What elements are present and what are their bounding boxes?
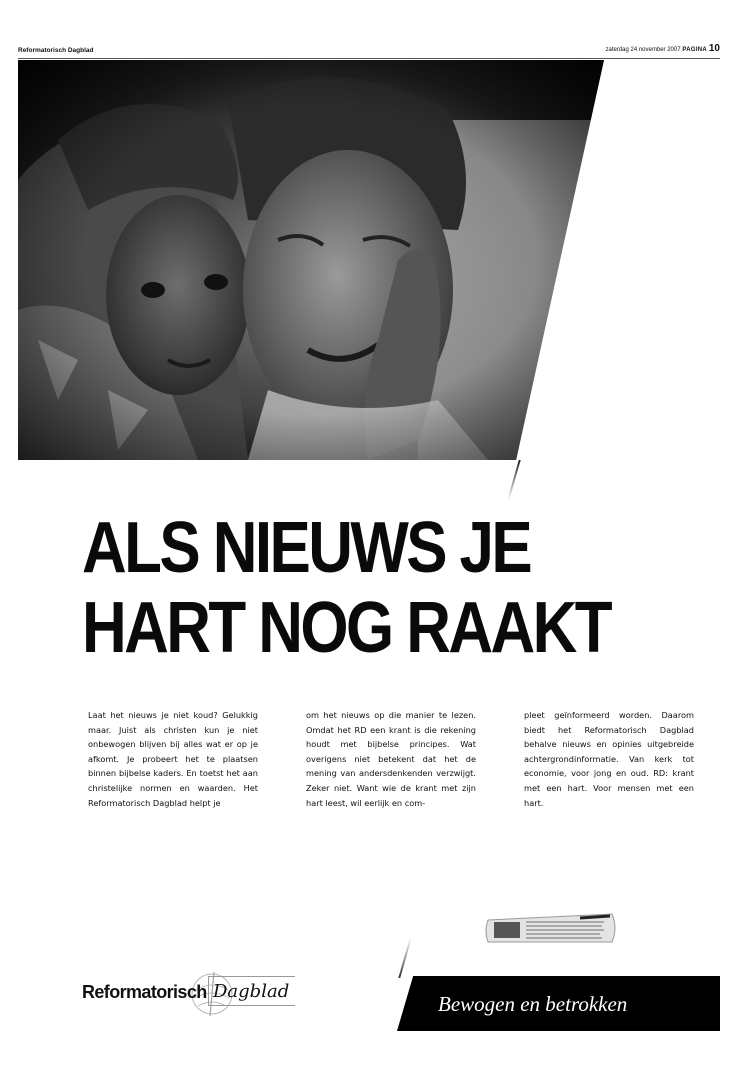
body-column-1: Laat het nieuws je niet koud? Gelukkig maar. Juist als christen kun je niet onbewogen blijven bij alles wat er op je afkomt. Je probeert het te plaatsen binnen bijbelse kaders. En toetst het aan christelijke normen en waarden. Het Reformatorisch Dagblad helpt je xyxy=(88,710,258,808)
headline xyxy=(82,508,615,668)
decorative-slash-bottom xyxy=(398,938,411,978)
page-header xyxy=(18,43,720,59)
decorative-slash xyxy=(507,460,520,500)
page-label: PAGINA xyxy=(682,47,708,53)
photo-two-women-embracing xyxy=(18,60,604,460)
issue-date: zaterdag 24 november 2007 xyxy=(605,47,681,53)
page-number: 10 xyxy=(708,43,720,54)
page-info xyxy=(605,44,720,55)
publication-name: Reformatorisch Dagblad xyxy=(18,47,94,54)
logo-text-reformatorisch: Reformatorisch xyxy=(82,982,207,1002)
brand-logo xyxy=(82,970,312,1020)
body-column-3: pleet geïnformeerd worden. Daarom biedt het Reformatorisch Dagblad behalve nieuws en opinies uitgebreide achtergrondinformatie. Van kerk tot economie, voor jong en oud. RD: krant met een hart. Voor mensen met een hart. xyxy=(524,710,694,808)
newspaper-icon xyxy=(484,912,618,944)
logo-text-dagblad: Dagblad xyxy=(213,981,290,1002)
headline-line-2: HART NOG RAAKT xyxy=(82,588,610,668)
hero-photo xyxy=(18,60,604,460)
tagline: Bewogen en betrokken xyxy=(438,992,628,1016)
headline-line-1: ALS NIEUWS JE xyxy=(82,508,531,588)
body-text xyxy=(88,708,694,810)
body-column-2: om het nieuws op die manier te lezen. Omdat het RD een krant is die rekening houdt met bijbelse principes. Wat overigens niet betekent dat het de mening van andersdenkenden verzwijgt. Zeker niet. Want wie de krant met zijn hart leest, wil eerlijk en com- xyxy=(306,710,476,808)
